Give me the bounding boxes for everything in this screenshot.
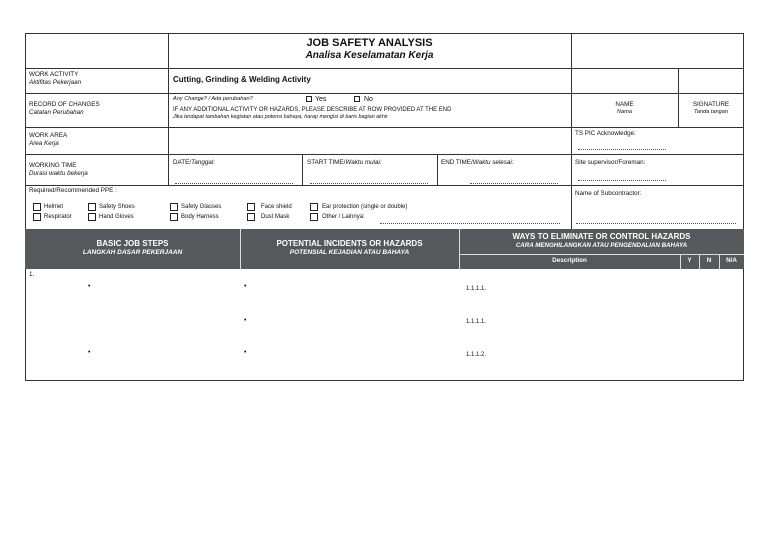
other-checkbox[interactable] — [310, 213, 318, 221]
step-bullet: • — [88, 283, 91, 290]
helmet-label: Helmet — [44, 204, 64, 210]
record-of-changes-label-id: Catatan Perubahan — [29, 109, 84, 116]
any-change-question: Any Change? / Ada perubahan? — [173, 96, 253, 102]
form-subtitle: Analisa Keselamatan Kerja — [305, 50, 434, 61]
basic-job-steps-sub: LANGKAH DASAR PEKERJAAN — [82, 249, 183, 256]
work-area-label: WORK AREA — [29, 132, 68, 139]
end-time-label: END TIME/Waktu selesai: — [441, 159, 514, 166]
supervisor-label: Site supervisor/Foreman: — [575, 159, 646, 166]
dust-mask-checkbox[interactable] — [247, 213, 255, 221]
y-header: Y — [687, 257, 692, 264]
control-item: 1.1.1.1. — [466, 319, 487, 325]
working-time-label: WORKING TIME — [29, 162, 77, 169]
yes-label: Yes — [315, 96, 327, 103]
basic-job-steps-header: BASIC JOB STEPS — [96, 239, 169, 248]
control-hazards-header: WAYS TO ELIMINATE OR CONTROL HAZARDS — [512, 232, 691, 241]
helmet-checkbox[interactable] — [33, 203, 41, 211]
change-instruction-id: Jika terdapat tambahan kegiatan atau potensi bahaya, harap mengisi di baris bagian akhir — [173, 114, 388, 120]
ear-protection-label: Ear protection (single or double) — [322, 204, 408, 210]
work-activity-label-id: Aktifitas Pekerjaan — [29, 79, 82, 86]
subcontractor-line[interactable] — [576, 223, 736, 224]
working-time-label-id: Durasi waktu bekerja — [29, 170, 88, 177]
control-item: 1.1.1.1. — [466, 286, 487, 292]
face-shield-checkbox[interactable] — [247, 203, 255, 211]
body-harness-label: Body Harness — [181, 214, 219, 220]
change-instruction: IF ANY ADDITIONAL ACTIVITY OR HAZARDS, PLEASE DESCRIBE AT ROW PROVIDED AT THE END — [173, 107, 452, 113]
name-label-id: Nama — [617, 109, 632, 115]
record-of-changes-label: RECORD OF CHANGES — [29, 101, 100, 108]
work-area-label-id: Area Kerja — [29, 140, 59, 147]
end-time-line[interactable] — [470, 183, 558, 184]
other-label: Other / Lainnya: — [322, 214, 365, 220]
work-activity-value[interactable]: Cutting, Grinding & Welding Activity — [173, 75, 311, 84]
name-label: NAME — [615, 101, 634, 108]
safety-shoes-checkbox[interactable] — [88, 203, 96, 211]
ts-pic-label: TS PIC Acknowledge: — [575, 130, 636, 137]
safety-shoes-label: Safety Shoes — [99, 204, 135, 210]
signature-label-id: Tanda tangan — [693, 109, 728, 115]
start-time-line[interactable] — [310, 183, 428, 184]
control-item: 1.1.1.2. — [466, 352, 487, 358]
potential-hazards-sub: POTENSIAL KEJADIAN ATAU BAHAYA — [289, 249, 410, 256]
date-line[interactable] — [175, 183, 293, 184]
step-bullet: • — [88, 349, 91, 356]
respirator-label: Respirator — [44, 214, 72, 220]
start-time-label: START TIME/Waktu mulai: — [307, 159, 382, 166]
description-header: Description — [552, 257, 587, 264]
form-title: JOB SAFETY ANALYSIS — [306, 37, 433, 49]
hazard-bullet: • — [244, 317, 247, 324]
dust-mask-label: Dust Mask — [261, 214, 290, 220]
subcontractor-label: Name of Subcontractor: — [575, 190, 642, 197]
no-checkbox[interactable] — [354, 96, 360, 102]
signature-label: SIGNATURE — [692, 101, 730, 108]
hazard-bullet: • — [244, 283, 247, 290]
ear-protection-checkbox[interactable] — [310, 203, 318, 211]
hazard-bullet: • — [244, 349, 247, 356]
potential-hazards-header: POTENTIAL INCIDENTS OR HAZARDS — [276, 239, 423, 248]
ppe-label: Required/Recommended PPE : — [29, 187, 117, 194]
safety-glasses-label: Safety Glasses — [181, 204, 222, 210]
work-activity-label: WORK ACTIVITY — [29, 71, 79, 78]
step-number: 1. — [29, 271, 35, 278]
respirator-checkbox[interactable] — [33, 213, 41, 221]
safety-glasses-checkbox[interactable] — [170, 203, 178, 211]
hand-gloves-label: Hand Gloves — [99, 214, 134, 220]
date-label: DATE/Tanggal: — [173, 159, 216, 166]
n-header: N — [706, 257, 712, 264]
ts-pic-line[interactable] — [578, 149, 666, 150]
control-hazards-sub: CARA MENGHILANGKAN ATAU PENGENDALIAN BAHAYA — [515, 242, 688, 249]
no-label: No — [364, 96, 373, 103]
face-shield-label: Face shield — [261, 204, 292, 210]
body-harness-checkbox[interactable] — [170, 213, 178, 221]
na-header: N/A — [726, 257, 737, 264]
supervisor-line[interactable] — [578, 180, 666, 181]
yes-checkbox[interactable] — [306, 96, 312, 102]
other-line[interactable] — [380, 223, 560, 224]
hand-gloves-checkbox[interactable] — [88, 213, 96, 221]
